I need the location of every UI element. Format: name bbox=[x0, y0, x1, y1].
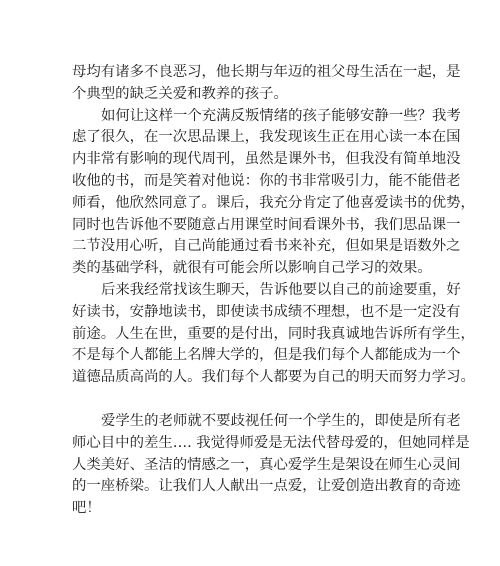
paragraph-1 bbox=[72, 62, 461, 106]
text-line: 人类美好、圣洁的情感之一，真心爱学生是架设在师生心灵间 bbox=[72, 456, 461, 473]
text-line: 个典型的缺乏关爱和教养的孩子。 bbox=[72, 85, 288, 102]
text-line: 如何让这样一个充满反叛情绪的孩子能够安静一些？我考 bbox=[101, 107, 461, 124]
text-line: 后来我经常找该生聊天，告诉他要以自己的前途要重，好 bbox=[101, 281, 461, 298]
text-line: 收他的书，而是笑着对他说：你的书非常吸引力，能不能借老 bbox=[72, 172, 461, 189]
text-line: 爱学生的老师就不要歧视任何一个学生的，即使是所有老 bbox=[101, 412, 461, 429]
text-line: 师心目中的差生…. 我觉得师爱是无法代替母爱的，但她同样是 bbox=[72, 434, 470, 451]
text-line: 师看，他欣然同意了。课后，我充分肯定了他喜爱读书的优势， bbox=[72, 194, 475, 211]
text-line: 道德品质高尚的人。我们每个人都要为自己的明天而努力学习。 bbox=[72, 369, 475, 386]
text-line: 类的基础学科，就很有可能会所以影响自己学习的效果。 bbox=[72, 260, 432, 277]
text-line: 吧！ bbox=[72, 500, 101, 517]
text-line: 虑了很久，在一次思品课上，我发现该生正在用心读一本在国 bbox=[72, 129, 461, 146]
text-line: 的一座桥梁。让我们人人献出一点爱，让爱创造出教育的奇迹 bbox=[72, 478, 461, 495]
paragraph-2 bbox=[72, 106, 475, 280]
paragraph-gap bbox=[72, 389, 432, 411]
text-line: 母均有诸多不良恶习，他长期与年迈的祖父母生活在一起，是 bbox=[72, 64, 461, 80]
paragraph-4 bbox=[72, 411, 470, 520]
paragraph-3 bbox=[72, 280, 475, 389]
document-body bbox=[72, 62, 475, 520]
text-line: 二节没用心听，自己尚能通过看书来补充，但如果是语数外之 bbox=[72, 238, 461, 255]
text-line: 不是每个人都能上名牌大学的，但是我们每个人都能成为一个 bbox=[72, 347, 461, 364]
text-line: 好读书，安静地读书，即使读书成绩不理想，也不是一定没有 bbox=[72, 303, 461, 320]
text-line: 内非常有影响的现代周刊，虽然是课外书，但我没有简单地没 bbox=[72, 151, 461, 168]
text-line: 同时也告诉他不要随意占用课堂时间看课外书，我们思品课一 bbox=[72, 216, 461, 233]
text-line: 前途。人生在世，重要的是付出，同时我真诚地告诉所有学生， bbox=[72, 325, 475, 342]
